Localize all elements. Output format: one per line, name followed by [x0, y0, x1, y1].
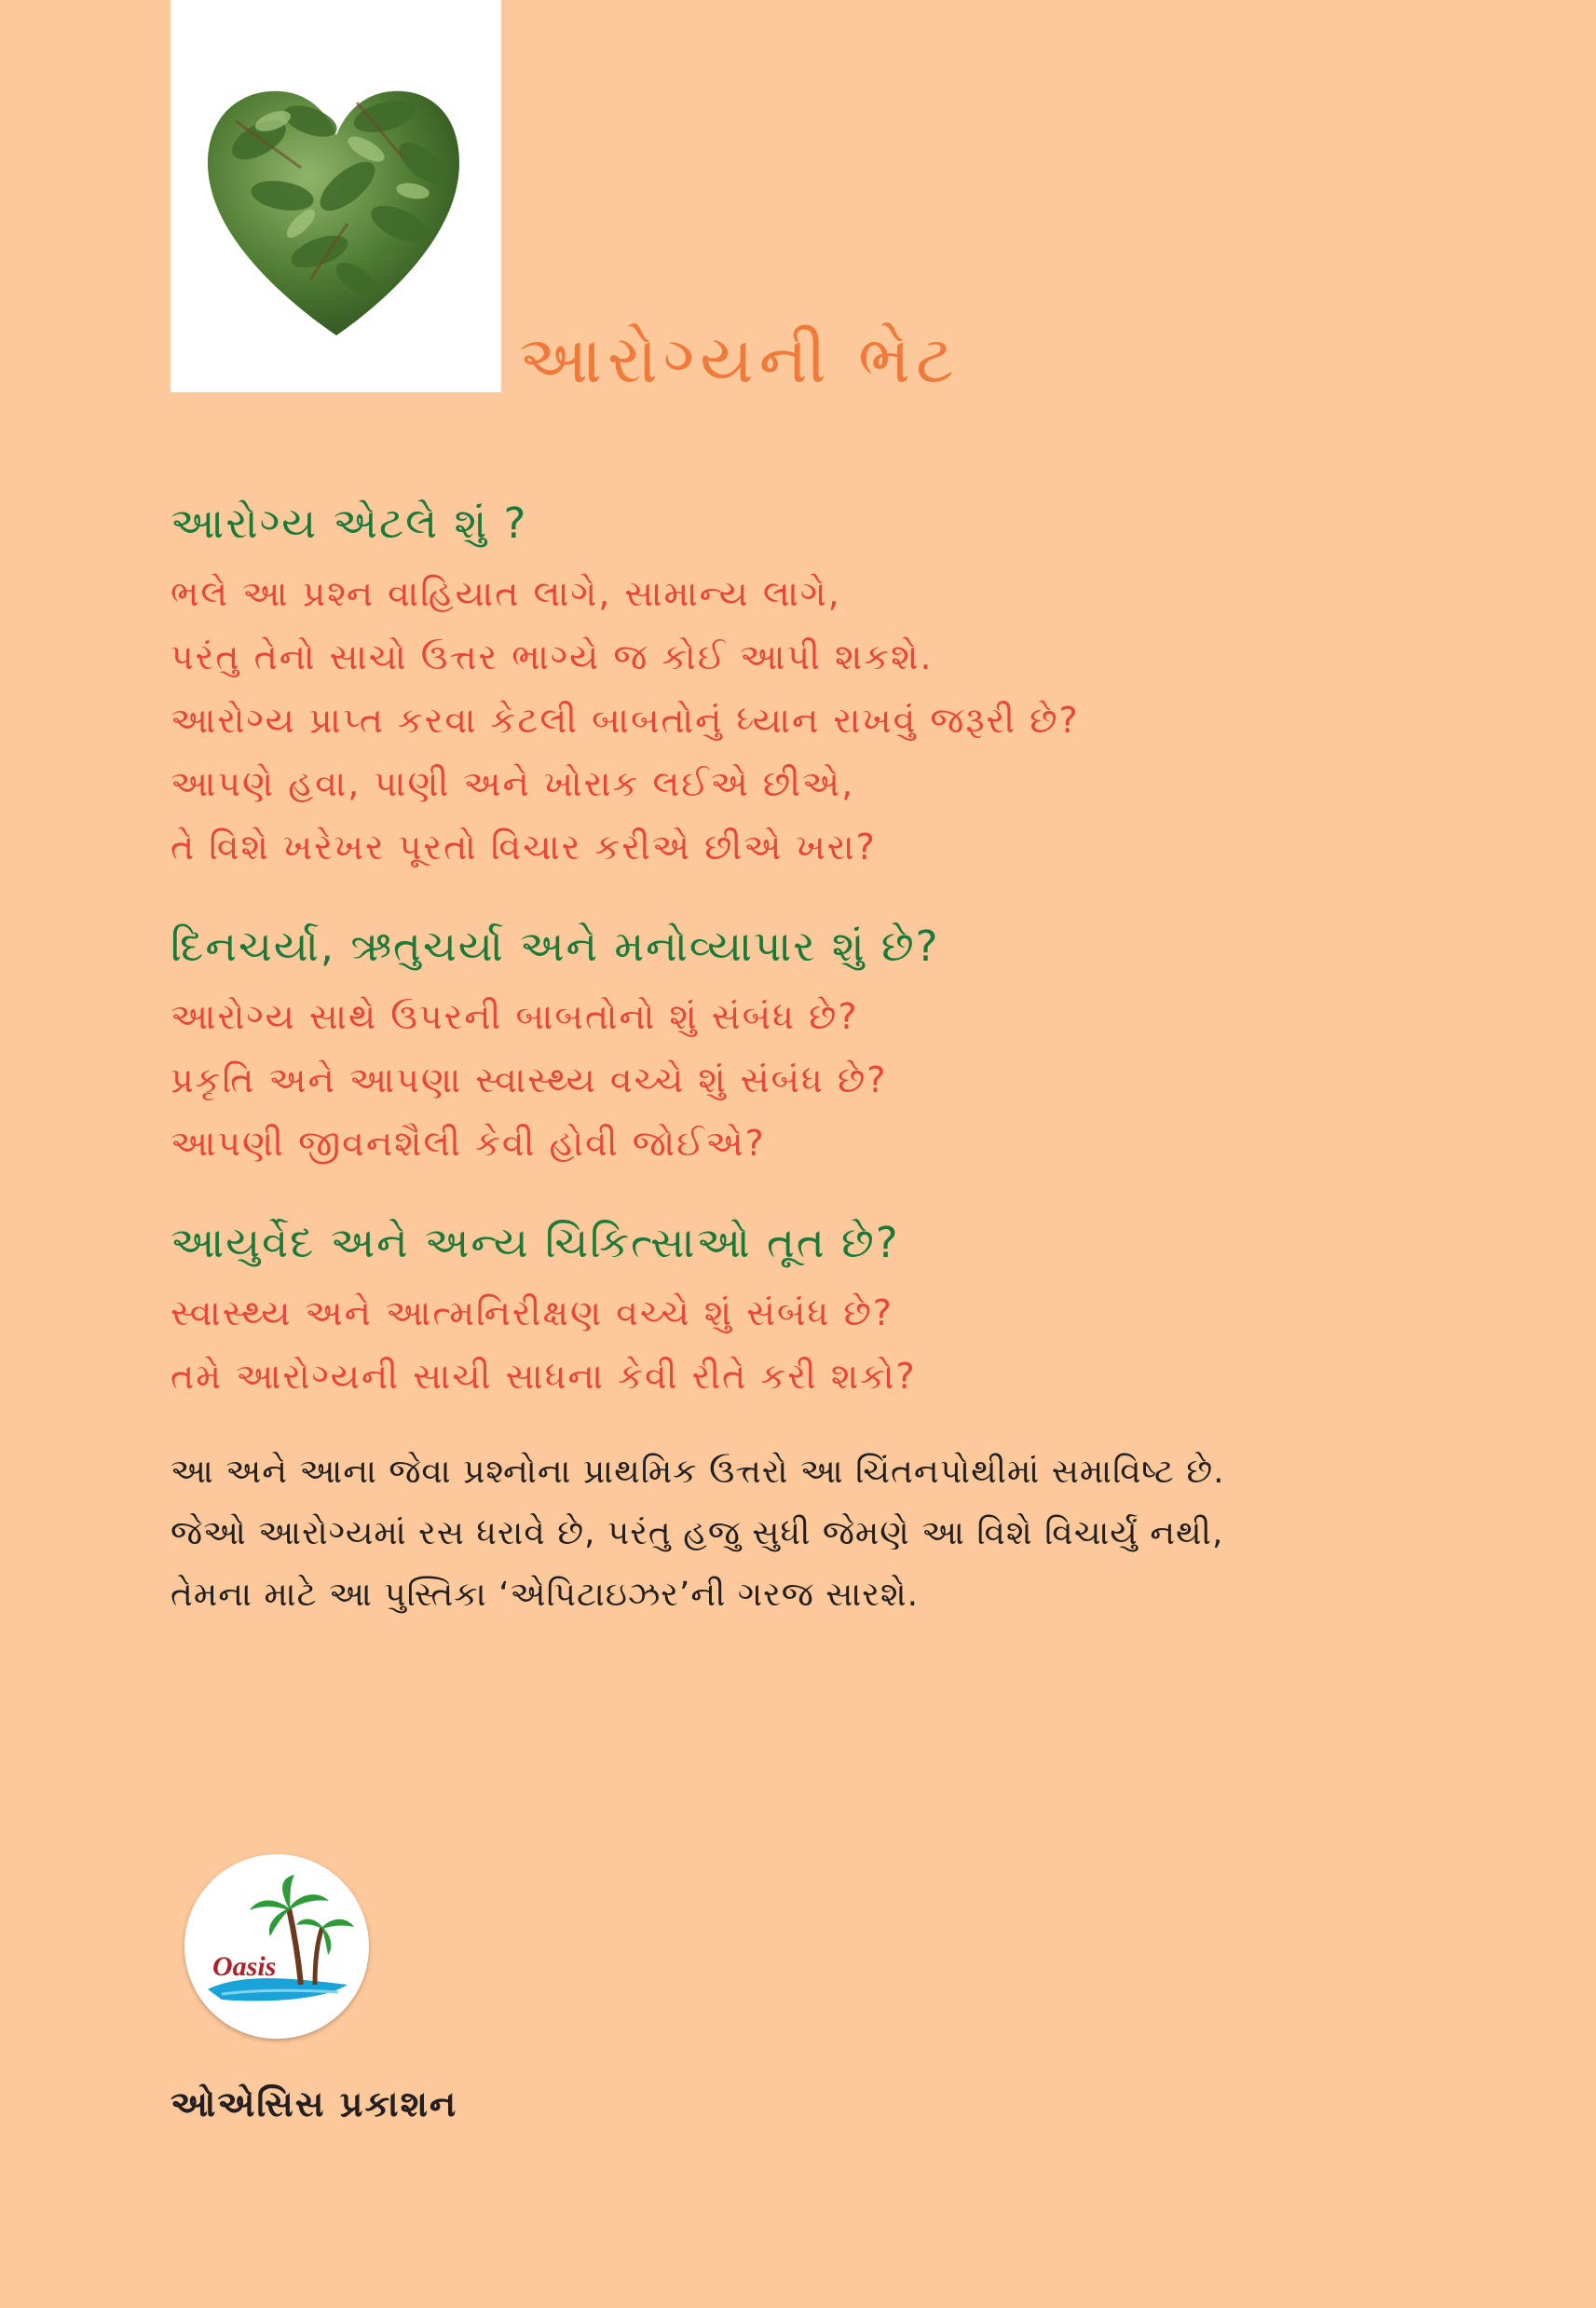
section-ayurveda [171, 1218, 1494, 1408]
logo-text: Oasis [212, 1951, 277, 1982]
question-line: આરોગ્ય પ્રાપ્ત કરવા કેટલી બાબતોનું ધ્યાન રાખવું જરૂરી છે? [171, 700, 1080, 741]
section-heading: દિનચર્યા, ઋતુચર્યા અને મનોવ્યાપાર શું છે? [171, 922, 940, 971]
paragraph-line: આ અને આના જેવા પ્રશ્નોના પ્રાથમિક ઉત્તરો આ ચિંતનપોથીમાં સમાવિષ્ટ છે. [171, 1453, 1225, 1491]
question-line: પ્રકૃતિ અને આપણા સ્વાસ્થ્ય વચ્ચે શું સંબંધ છે? [171, 1059, 888, 1100]
palm-tree-island-icon [184, 1854, 369, 2039]
herb-heart-icon [171, 0, 501, 392]
book-title: આરોગ્યની ભેટ [519, 321, 960, 398]
question-line: આપણી જીવનશૈલી કેવી હોવી જોઈએ? [171, 1123, 766, 1164]
question-line: તમે આરોગ્યની સાચી સાધના કેવી રીતે કરી શકો? [171, 1356, 917, 1397]
summary-paragraph [171, 1441, 1494, 1626]
question-line: આરોગ્ય સાથે ઉપરની બાબતોનો શું સંબંધ છે? [171, 996, 859, 1037]
section-what-is-health [171, 498, 1494, 879]
back-cover-text [171, 498, 1494, 1626]
question-line: ભલે આ પ્રશ્ન વાહિયાત લાગે, સામાન્ય લાગે, [171, 573, 841, 614]
question-line: તે વિશે ખરેખર પૂરતો વિચાર કરીએ છીએ ખરા? [171, 826, 877, 867]
section-heading: આયુર્વેદ અને અન્ય ચિકિત્સાઓ તૂત છે? [171, 1218, 900, 1267]
paragraph-line: તેમના માટે આ પુસ્તિકા ‘એપિટાઇઝર’ની ગરજ સારશે. [171, 1576, 920, 1614]
paragraph-line: જેઓ આરોગ્યમાં રસ ધરાવે છે, પરંતુ હજુ સુધી જેમણે આ વિશે વિચાર્યું નથી, [171, 1514, 1224, 1552]
question-line: પરંતુ તેનો સાચો ઉત્તર ભાગ્યે જ કોઈ આપી શકશે. [171, 636, 934, 677]
publisher-logo [184, 1854, 369, 2039]
herb-heart-photo [171, 0, 501, 392]
section-heading: આરોગ્ય એટલે શું ? [171, 498, 528, 548]
question-line: આપણે હવા, પાણી અને ખોરાક લઈએ છીએ, [171, 763, 855, 804]
publisher-name: ઓએસિસ પ્રકાશન [171, 2083, 458, 2124]
question-line: સ્વાસ્થ્ય અને આત્મનિરીક્ષણ વચ્ચે શું સંબંધ છે? [171, 1292, 893, 1333]
section-daily-routine [171, 922, 1494, 1175]
